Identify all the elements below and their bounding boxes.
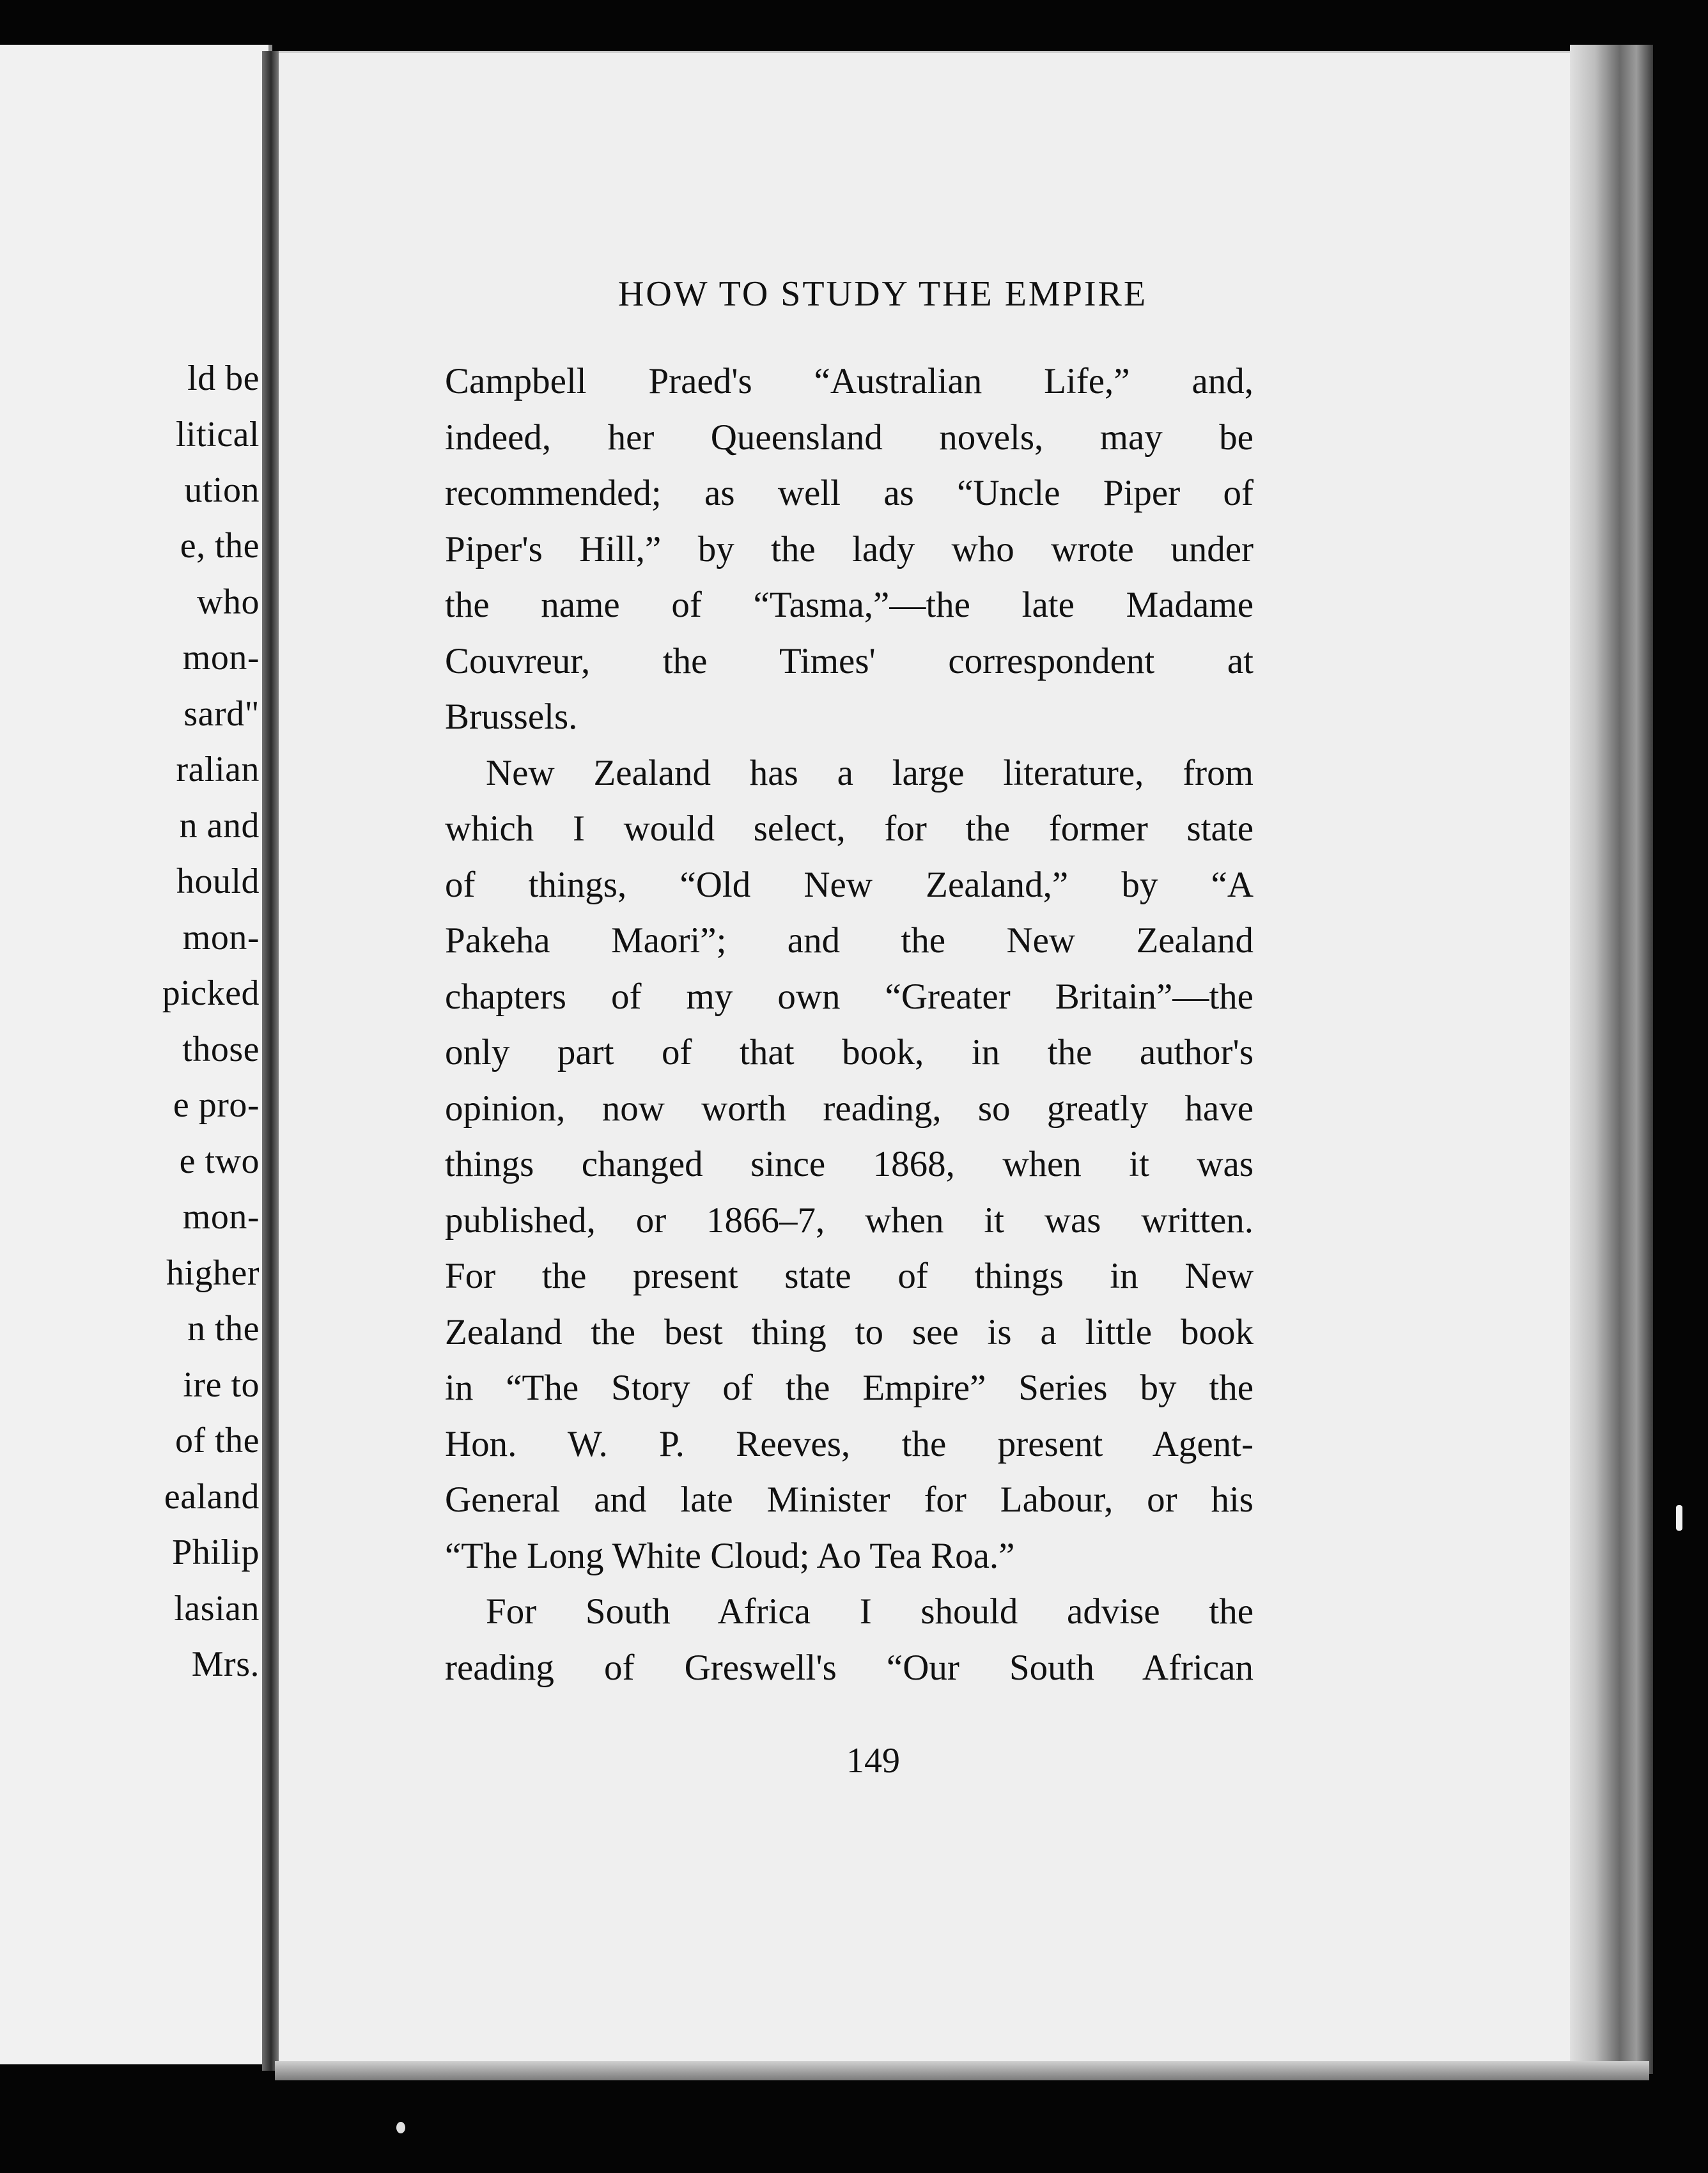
facing-line: mon- [182, 918, 260, 957]
text-line: New Zealand has a large literature, from [486, 752, 1254, 793]
facing-line: e, the [180, 526, 260, 566]
facing-line: ealand [164, 1477, 260, 1517]
facing-line: ution [184, 470, 260, 510]
text-line: things changed since 1868, when it was [445, 1144, 1254, 1184]
text-line: Zealand the best thing to see is a little book [445, 1311, 1254, 1352]
text-line: published, or 1866–7, when it was written. [445, 1200, 1254, 1241]
text-line: only part of that book, in the author's [445, 1032, 1254, 1072]
text-line: in “The Story of the Empire” Series by the [445, 1368, 1254, 1408]
text-line: For South Africa I should advise the [486, 1591, 1254, 1632]
page-fore-edge [1570, 45, 1653, 2074]
body-text [445, 353, 1254, 1696]
scan-speck [1676, 1505, 1682, 1531]
page-149 [279, 51, 1570, 2066]
text-line: Hon. W. P. Reeves, the present Agent- [445, 1423, 1254, 1464]
facing-line: ld be [187, 359, 260, 398]
text-line: Piper's Hill,” by the lady who wrote under [445, 529, 1254, 569]
text-line: of things, “Old New Zealand,” by “A [445, 864, 1254, 905]
facing-page-left [0, 45, 272, 2064]
facing-line: sard" [183, 694, 260, 734]
facing-line: higher [166, 1253, 260, 1293]
facing-line: e two [179, 1141, 260, 1181]
facing-line: who [197, 582, 260, 622]
facing-line: those [182, 1030, 260, 1069]
facing-line: n and [179, 806, 260, 846]
page-number: 149 [846, 1741, 900, 1781]
facing-line: ralian [176, 750, 260, 789]
facing-line: mon- [182, 638, 260, 677]
page-bottom-edge [275, 2061, 1649, 2080]
facing-line: lasian [174, 1589, 260, 1628]
paragraph [445, 353, 1254, 745]
text-line: Pakeha Maori”; and the New Zealand [445, 920, 1254, 961]
facing-line: Philip [172, 1533, 260, 1572]
facing-line: ire to [183, 1365, 260, 1405]
paragraph [445, 1584, 1254, 1696]
facing-line: e pro- [173, 1085, 260, 1125]
text-line: opinion, now worth reading, so greatly have [445, 1088, 1254, 1129]
book-gutter [262, 51, 280, 2071]
facing-line: picked [162, 973, 260, 1013]
text-line: Brussels. [445, 697, 578, 737]
text-line: which I would select, for the former state [445, 808, 1254, 849]
facing-line: hould [176, 862, 260, 901]
text-line: reading of Greswell's “Our South African [445, 1647, 1254, 1688]
text-line: General and late Minister for Labour, or his [445, 1480, 1254, 1520]
paragraph [445, 745, 1254, 1584]
facing-line: n the [187, 1309, 260, 1349]
text-line: Couvreur, the Times' correspondent at [445, 640, 1254, 681]
facing-line: mon- [182, 1197, 260, 1237]
facing-line: litical [175, 415, 260, 454]
running-head: HOW TO STUDY THE EMPIRE [617, 274, 1148, 314]
text-line: the name of “Tasma,”—the late Madame [445, 585, 1254, 625]
facing-line: of the [175, 1421, 260, 1460]
text-line: “The Long White Cloud; Ao Tea Roa.” [445, 1535, 1015, 1576]
facing-line: Mrs. [191, 1644, 260, 1684]
text-line: indeed, her Queensland novels, may be [445, 417, 1254, 458]
scan-speck [396, 2122, 405, 2133]
text-line: For the present state of things in New [445, 1256, 1254, 1296]
text-line: Campbell Praed's “Australian Life,” and, [445, 361, 1254, 401]
text-line: chapters of my own “Greater Britain”—the [445, 976, 1254, 1017]
text-line: recommended; as well as “Uncle Piper of [445, 473, 1254, 513]
facing-page-text [0, 45, 260, 2064]
